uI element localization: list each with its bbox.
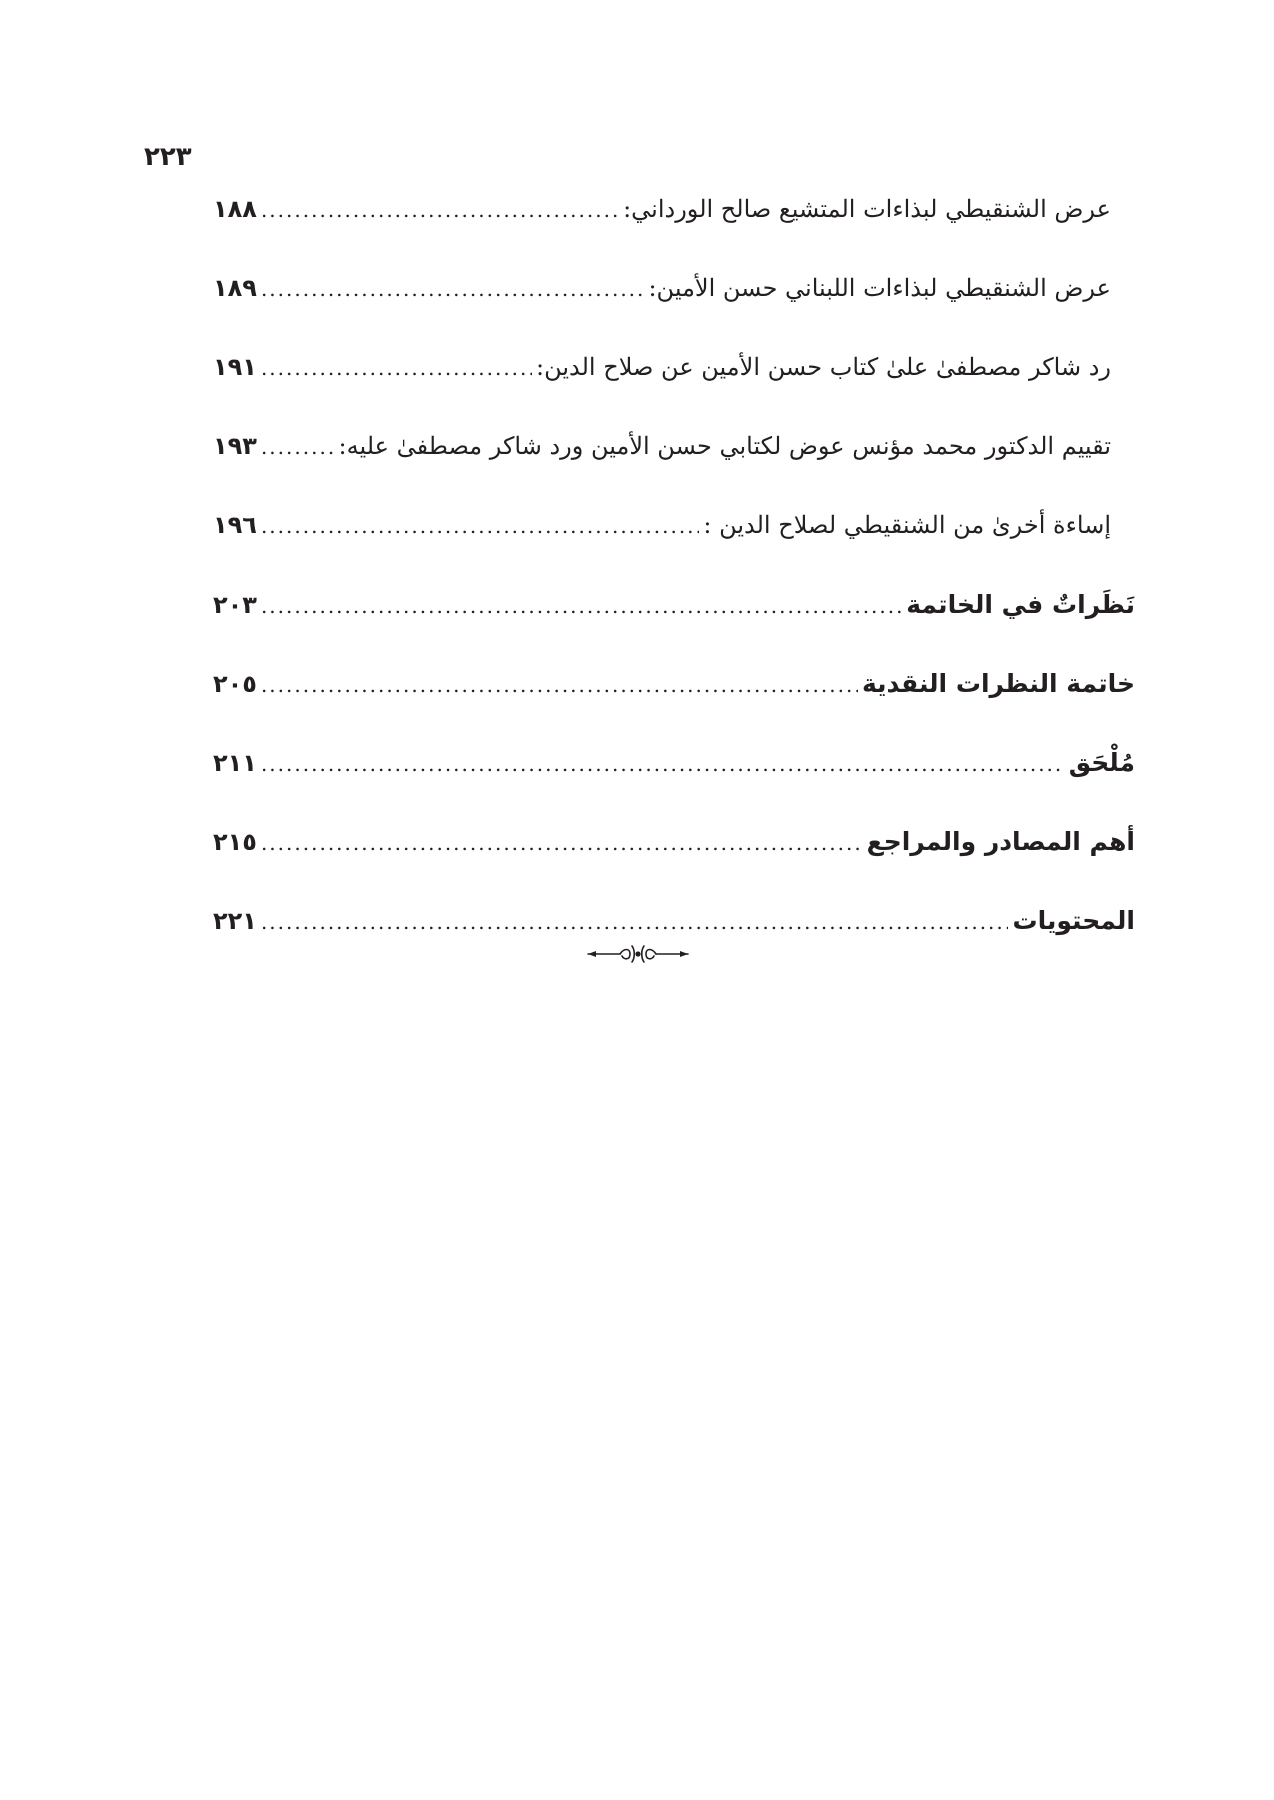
- toc-entry-title: تقييم الدكتور محمد مؤنس عوض لكتابي حسن الأمين ورد شاكر مصطفىٰ عليه:: [338, 432, 1111, 460]
- leader-dots: [261, 594, 902, 618]
- toc-section-entry: [213, 590, 1135, 624]
- leader-dots: [261, 752, 1065, 776]
- toc-entry-title: خاتمة النظرات النقدية: [861, 669, 1135, 698]
- toc-entry-page: ٢٠٥: [213, 670, 257, 698]
- toc-entry-title: مُلْحَق: [1068, 748, 1135, 777]
- toc-entry: [213, 353, 1111, 387]
- toc-entry-page: ١٨٨: [213, 195, 257, 223]
- toc-entry-page: ٢١٥: [213, 828, 257, 856]
- toc-entry-title: نَظَراتٌ في الخاتمة: [906, 590, 1135, 619]
- toc-section-entry: [213, 827, 1135, 861]
- toc-entry: [213, 195, 1111, 229]
- leader-dots: [261, 277, 645, 301]
- page-number: ٢٢٣: [144, 142, 192, 172]
- end-ornament-icon: [586, 940, 690, 968]
- leader-dots: [261, 198, 619, 222]
- toc-entry-title: أهم المصادر والمراجع: [866, 827, 1135, 856]
- toc-section-entry: [213, 906, 1135, 940]
- toc-entry-page: ٢٠٣: [213, 591, 257, 619]
- toc-entry-page: ١٨٩: [213, 274, 257, 302]
- toc-entry-page: ١٩٦: [213, 511, 257, 539]
- leader-dots: [261, 356, 532, 380]
- toc-entry-title: عرض الشنقيطي لبذاءات اللبناني حسن الأمين:: [648, 274, 1111, 302]
- toc-entry: [213, 274, 1111, 308]
- toc-entry-title: إساءة أخرىٰ من الشنقيطي لصلاح الدين :: [703, 511, 1111, 539]
- toc-entry-page: ٢١١: [213, 749, 257, 777]
- toc-section-entry: [213, 748, 1135, 782]
- toc-entry-title: عرض الشنقيطي لبذاءات المتشيع صالح الورداني:: [623, 195, 1111, 223]
- leader-dots: [261, 514, 699, 538]
- leader-dots: [261, 435, 335, 459]
- toc-entry-page: ١٩٣: [213, 432, 257, 460]
- toc-entry-page: ٢٢١: [213, 907, 257, 935]
- toc-entry: [213, 511, 1111, 545]
- toc-section-entry: [213, 669, 1135, 703]
- toc-entry: [213, 432, 1111, 466]
- leader-dots: [261, 831, 863, 855]
- toc-entry-page: ١٩١: [213, 353, 257, 381]
- leader-dots: [261, 673, 858, 697]
- toc-entry-title: رد شاكر مصطفىٰ علىٰ كتاب حسن الأمين عن صلاح الدين:: [535, 353, 1111, 381]
- leader-dots: [261, 910, 1009, 934]
- toc-entry-title: المحتويات: [1012, 906, 1135, 935]
- table-of-contents: [213, 195, 1135, 985]
